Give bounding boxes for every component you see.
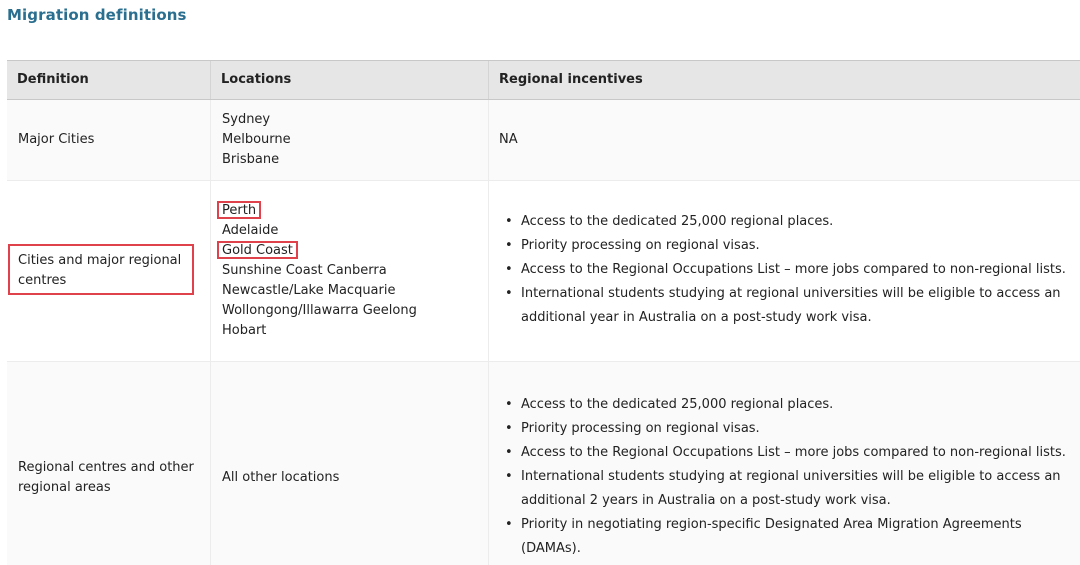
incentive-item [499, 465, 1071, 513]
table-header [7, 60, 1080, 100]
location-item: Brisbane [222, 152, 280, 167]
incentive-text: Priority processing on regional visas. [521, 238, 760, 253]
incentive-item [499, 282, 1071, 330]
column-header-definition: Definition [17, 72, 89, 87]
definition-cell: Major Cities [18, 132, 95, 147]
locations-list [222, 201, 417, 341]
incentive-item [499, 258, 1071, 282]
row-divider [7, 180, 1080, 181]
row-band-1 [7, 100, 1080, 180]
location-item: Wollongong/Illawarra Geelong [222, 303, 417, 318]
definition-line: Regional centres and other [18, 460, 194, 475]
header-divider [210, 61, 211, 99]
incentive-item [499, 417, 1071, 441]
incentive-item [499, 234, 1071, 258]
bullet-icon: • [505, 214, 513, 229]
incentive-item [499, 210, 1071, 234]
column-header-locations: Locations [221, 72, 292, 87]
column-divider [488, 100, 489, 565]
location-item: Hobart [222, 323, 267, 338]
incentives-list [499, 210, 1071, 330]
incentive-item [499, 393, 1071, 417]
incentive-text: Access to the dedicated 25,000 regional places. [521, 397, 834, 412]
locations-cell: All other locations [222, 470, 340, 485]
header-divider [488, 61, 489, 99]
bullet-icon: • [505, 397, 513, 412]
bullet-icon: • [505, 421, 513, 436]
incentive-text: International students studying at regional universities will be eligible to access an additional year in Australia on a post-study work visa. [521, 286, 1061, 325]
row-divider [7, 361, 1080, 362]
column-header-incentives: Regional incentives [499, 72, 643, 87]
incentive-item [499, 441, 1071, 465]
incentive-text: Access to the Regional Occupations List – more jobs compared to non-regional lists. [521, 262, 1066, 277]
location-item [222, 201, 417, 221]
incentive-text: Priority processing on regional visas. [521, 421, 760, 436]
location-item: Sydney [222, 112, 271, 127]
definition-line: regional areas [18, 480, 111, 495]
bullet-icon: • [505, 469, 513, 484]
definition-cell [18, 458, 194, 498]
location-item: Melbourne [222, 132, 291, 147]
page-title: Migration definitions [7, 6, 187, 24]
incentive-item [499, 513, 1071, 561]
definition-line: centres [18, 273, 67, 288]
location-item: Adelaide [222, 223, 279, 238]
location-item: Sunshine Coast Canberra [222, 263, 387, 278]
incentive-text: Priority in negotiating region-specific Designated Area Migration Agreements (DAMAs). [521, 517, 1022, 556]
location-item [222, 241, 417, 261]
incentives-cell: NA [499, 132, 518, 147]
bullet-icon: • [505, 445, 513, 460]
definition-line: Cities and major regional [18, 253, 182, 268]
bullet-icon: • [505, 238, 513, 253]
definition-cell [18, 251, 181, 291]
highlighted-location: Perth [217, 201, 261, 219]
locations-list [222, 110, 291, 170]
incentive-text: Access to the dedicated 25,000 regional places. [521, 214, 834, 229]
column-divider [210, 100, 211, 565]
highlighted-location: Gold Coast [217, 241, 298, 259]
location-item: Newcastle/Lake Macquarie [222, 283, 396, 298]
bullet-icon: • [505, 286, 513, 301]
incentive-text: Access to the Regional Occupations List – more jobs compared to non-regional lists. [521, 445, 1066, 460]
incentive-text: International students studying at regional universities will be eligible to access an additional 2 years in Australia on a post-study work visa. [521, 469, 1061, 508]
bullet-icon: • [505, 517, 513, 532]
bullet-icon: • [505, 262, 513, 277]
incentives-list [499, 393, 1071, 561]
